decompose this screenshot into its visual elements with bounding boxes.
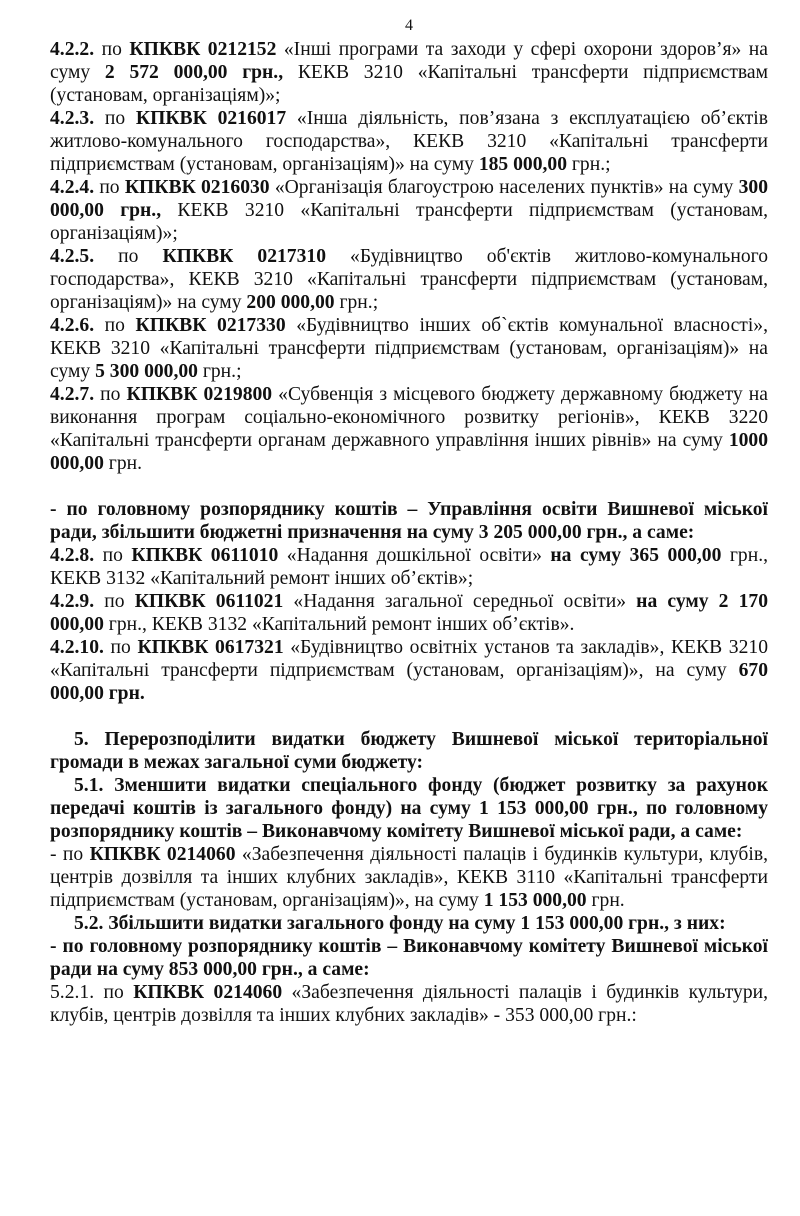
bold-text: 1 153 000,00 <box>483 890 587 911</box>
bold-text: 2 572 000,00 грн., <box>104 62 284 83</box>
text-run: «Будівництво освітніх установ та закладів», КЕКВ 3210 «Капітальні трансферти підприємствам (установам, організаціям)», на суму <box>50 637 768 681</box>
bold-text: КПКВК 0219800 <box>126 384 273 405</box>
paragraph-4.2.8 <box>50 544 768 590</box>
text-run: грн., КЕКВ 3132 «Капітальний ремонт інших об’єктів»; <box>50 545 768 589</box>
text-run: грн. <box>586 890 625 911</box>
text-run: «Організація благоустрою населених пунктів» на суму <box>269 177 739 198</box>
bold-text: 1000 000,00 <box>50 430 768 474</box>
paragraph-4.2.4 <box>50 176 768 245</box>
bold-text: КПКВК 0214060 <box>133 982 283 1003</box>
bold-text: 4.2.2. <box>50 39 95 60</box>
text-run: по <box>94 545 132 566</box>
bold-text: КПКВК 0617321 <box>137 637 284 658</box>
text-run: 5.2.1. по <box>50 982 134 1003</box>
paragraph-5 <box>50 728 768 774</box>
paragraph-4.2.3 <box>50 107 768 176</box>
bold-text: - по головному розпоряднику коштів – Управління освіти Вишневої міської ради, збільшити бюджетні призначення на суму 3 205 000,00 грн., а саме: <box>50 499 768 543</box>
text-run: по <box>94 246 163 267</box>
text-run: грн., КЕКВ 3132 «Капітальний ремонт інших об’єктів». <box>103 614 575 635</box>
text-run: КЕКВ 3210 «Капітальні трансферти підприємствам (установам, організаціям)»; <box>50 62 768 106</box>
text-run: «Надання загальної середньої освіти» <box>283 591 637 612</box>
bold-text: 4.2.10. <box>50 637 104 658</box>
paragraph-5.2 <box>50 912 768 935</box>
paragraph-5.1-item <box>50 843 768 912</box>
bold-text: 4.2.7. <box>50 384 95 405</box>
text-run: по <box>94 108 136 129</box>
text-run: по <box>103 637 138 658</box>
bold-text: 5. Перерозподілити видатки бюджету Вишневої міської територіальної громади в межах загальної суми бюджету: <box>50 729 768 773</box>
text-run: грн. <box>103 453 143 474</box>
paragraph-spacer <box>50 475 768 498</box>
bold-text: 4.2.9. <box>50 591 95 612</box>
bold-text: КПКВК 0212152 <box>129 39 277 60</box>
paragraph-education-intro <box>50 498 768 544</box>
text-run: «Будівництво об'єктів житлово-комунального господарства», КЕКВ 3210 «Капітальні трансферти підприємствам (установам, організаціям)» на суму <box>50 246 768 313</box>
bold-text: 670 000,00 грн. <box>50 660 768 704</box>
text-run: «Будівництво інших об`єктів комунальної власності», КЕКВ 3210 «Капітальні трансферти підприємствам (установам, організаціям)» на суму <box>50 315 768 382</box>
bold-text: на суму 365 000,00 <box>550 545 722 566</box>
bold-text: КПКВК 0611010 <box>131 545 279 566</box>
bold-text: КПКВК 0611021 <box>134 591 284 612</box>
text-run: КЕКВ 3210 «Капітальні трансферти підприємствам (установам, організаціям)»; <box>50 200 768 244</box>
text-run: «Забезпечення діяльності палаців і будинків культури, клубів, центрів дозвілля та інших клубних закладів», КЕКВ 3110 «Капітальні трансферти підприємствам (установам, організаціям)», на суму <box>50 844 768 911</box>
paragraph-5.1 <box>50 774 768 843</box>
bold-text: 5.1. Зменшити видатки спеціального фонду (бюджет розвитку за рахунок передачі коштів із загального фонду) на суму 1 153 000,00 грн., по головному розпоряднику коштів – Виконавчому комітету Вишневої міської ради, а саме: <box>50 775 768 842</box>
text-run: грн.; <box>197 361 242 382</box>
paragraph-4.2.6 <box>50 314 768 383</box>
text-run: «Інша діяльність, пов’язана з експлуатацією об’єктів житлово-комунального господарства», КЕКВ 3210 «Капітальні трансферти підприємствам (установам, організаціям)» на суму <box>50 108 768 175</box>
bold-text: 5.2. Збільшити видатки загального фонду на суму 1 153 000,00 грн., з них: <box>74 913 726 934</box>
text-run: грн.; <box>334 292 379 313</box>
bold-text: 4.2.3. <box>50 108 95 129</box>
text-run: по <box>94 384 127 405</box>
bold-text: 4.2.4. <box>50 177 95 198</box>
bold-text: КПКВК 0217330 <box>135 315 286 336</box>
text-run: грн.; <box>567 154 611 175</box>
text-run: «Субвенція з місцевого бюджету державному бюджету на виконання програм соціально-економічного розвитку регіонів», КЕКВ 3220 «Капітальні трансферти органам державного управління інших рівнів» на суму <box>50 384 768 451</box>
bold-text: КПКВК 0216030 <box>124 177 270 198</box>
text-run: «Надання дошкільної освіти» <box>278 545 551 566</box>
document-page <box>50 16 768 1027</box>
bold-text: КПКВК 0217310 <box>162 246 326 267</box>
paragraph-4.2.7 <box>50 383 768 475</box>
text-run: по <box>94 315 136 336</box>
bold-text: 5 300 000,00 <box>95 361 198 382</box>
paragraph-spacer <box>50 705 768 728</box>
bold-text: на суму 2 170 000,00 <box>50 591 769 635</box>
bold-text: 200 000,00 <box>246 292 335 313</box>
paragraph-4.2.2 <box>50 38 768 107</box>
bold-text: 185 000,00 <box>478 154 567 175</box>
bold-text: 4.2.5. <box>50 246 95 267</box>
bold-text: КПКВК 0214060 <box>89 844 236 865</box>
text-run: по <box>94 39 130 60</box>
bold-text: 4.2.8. <box>50 545 95 566</box>
paragraph-5.2.1 <box>50 981 768 1027</box>
page-number: 4 <box>405 17 413 34</box>
paragraph-4.2.9 <box>50 590 768 636</box>
text-run: «Інші програми та заходи у сфері охорони здоров’я» на суму <box>50 39 768 83</box>
paragraph-4.2.10 <box>50 636 768 705</box>
text-run: «Забезпечення діяльності палаців і будинків культури, клубів, центрів дозвілля та інших клубних закладів» - 353 000,00 грн.: <box>50 982 768 1026</box>
text-run: - по <box>50 844 90 865</box>
paragraph-4.2.5 <box>50 245 768 314</box>
text-run: по <box>94 177 125 198</box>
paragraph-5.2-intro <box>50 935 768 981</box>
text-run: по <box>94 591 135 612</box>
bold-text: - по головному розпоряднику коштів – Виконавчому комітету Вишневої міської ради на суму 853 000,00 грн., а саме: <box>50 936 768 980</box>
bold-text: КПКВК 0216017 <box>135 108 287 129</box>
document-body <box>50 38 768 1027</box>
bold-text: 300 000,00 грн., <box>50 177 768 221</box>
bold-text: 4.2.6. <box>50 315 95 336</box>
